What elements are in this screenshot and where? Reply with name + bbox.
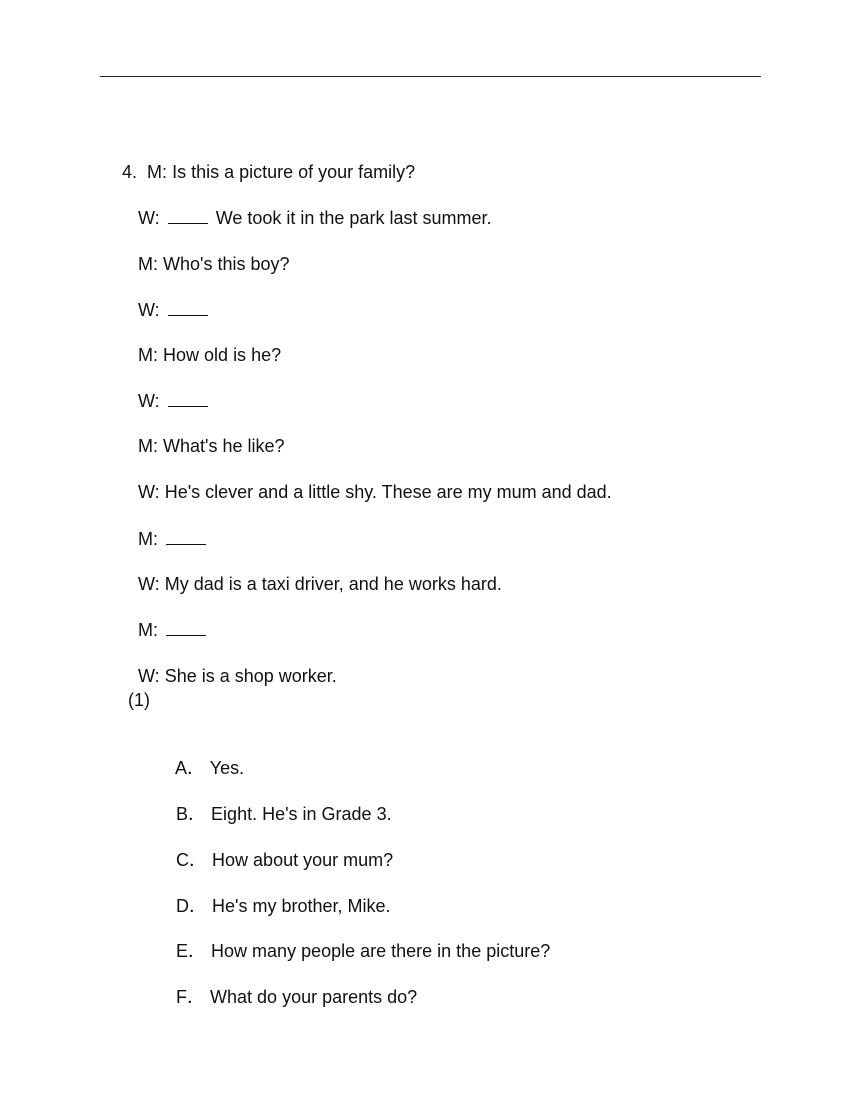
speaker-label: W: [138, 391, 160, 411]
speaker-label: M: [138, 254, 159, 274]
dialogue-line [128, 322, 281, 366]
dialogue-line [128, 506, 214, 550]
option-letter: A． [175, 758, 206, 778]
dialogue-text: Is this a picture of your family? [172, 162, 416, 182]
dialogue-line [112, 139, 415, 183]
option-f[interactable] [166, 964, 417, 1008]
answer-blank[interactable] [168, 299, 208, 316]
option-text: Eight. He's in Grade 3. [211, 804, 392, 824]
dialogue-text: Who's this boy? [163, 254, 290, 274]
option-e[interactable] [166, 918, 550, 962]
option-letter: F． [176, 987, 206, 1007]
dialogue-line [128, 368, 216, 412]
option-c[interactable] [166, 827, 393, 871]
option-text: He's my brother, Mike. [212, 896, 391, 916]
answer-blank[interactable] [166, 619, 206, 636]
dialogue-text: What's he like? [163, 436, 285, 456]
dialogue-line [128, 459, 612, 503]
sub-question-number: (1) [128, 690, 150, 710]
option-text: How about your mum? [212, 850, 394, 870]
answer-blank[interactable] [168, 207, 208, 224]
speaker-label: M: [138, 345, 159, 365]
answer-blank[interactable] [166, 528, 206, 545]
header-rule [100, 76, 761, 77]
dialogue-line [128, 597, 214, 641]
option-letter: C． [176, 850, 208, 870]
dialogue-line [128, 551, 502, 595]
speaker-label: W: [138, 482, 160, 502]
speaker-label: M: [138, 620, 159, 640]
question-number: 4. [122, 162, 138, 182]
dialogue-text: We took it in the park last summer. [215, 208, 492, 228]
dialogue-text: My dad is a taxi driver, and he works hard. [164, 574, 502, 594]
option-text: What do your parents do? [210, 987, 418, 1007]
dialogue-line [128, 231, 290, 275]
option-b[interactable] [166, 781, 392, 825]
dialogue-line [128, 413, 285, 457]
speaker-label: M: [147, 162, 168, 182]
dialogue-line [128, 185, 491, 229]
speaker-label: W: [138, 574, 160, 594]
speaker-label: W: [138, 300, 160, 320]
option-letter: D． [176, 896, 208, 916]
dialogue-line [128, 643, 337, 687]
option-text: Yes. [209, 758, 245, 778]
option-d[interactable] [166, 873, 391, 917]
answer-blank[interactable] [168, 390, 208, 407]
option-text: How many people are there in the picture? [211, 941, 551, 961]
option-letter: B． [176, 804, 207, 824]
dialogue-line [128, 277, 216, 321]
dialogue-text: He's clever and a little shy. These are my mum and dad. [164, 482, 612, 502]
speaker-label: M: [138, 529, 159, 549]
dialogue-text: She is a shop worker. [164, 666, 337, 686]
speaker-label: M: [138, 436, 159, 456]
option-letter: E． [176, 941, 207, 961]
dialogue-text: How old is he? [163, 345, 282, 365]
option-a[interactable] [166, 735, 244, 779]
speaker-label: W: [138, 666, 160, 686]
speaker-label: W: [138, 208, 160, 228]
